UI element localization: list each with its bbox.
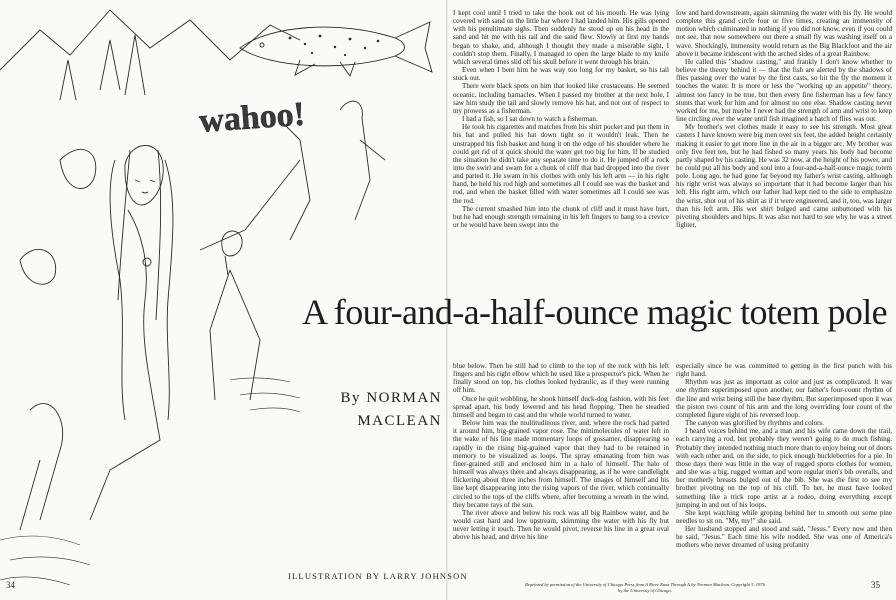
mountain-line [0,10,300,70]
paragraph: The canyon was glorified by rhythms and colors. [685,419,825,428]
paragraph: I had a fish, so I sat down to watch a fisherman. [462,115,598,124]
paragraph: He called this "shadow casting," and frankly I don't know whether to believe the theory behind it — that the fish are alerted by the shadows of flies passing over the water by the first casts, so hit the fly the moment it touches the water. It is more or less the "working up an appetite" theory, almost too fancy to be true, but then every fine fisherman has a few fancy stunts that work for him and for almost no one else. Shadow casting never worked for me, but maybe I never had the strength of arm and wrist to keep line circling over the water until fish imagined a hatch of flies was out. [676,57,892,124]
paragraph: I kept cool until I tried to take the hook out of his mouth. He was lying covered with sand on the little bar where I had landed him. His gills opened with his penultimate sighs. Then suddenly he stood up on his head in the sand and hit me with his tail and the sand flew. Slowly at first my hands began to shake, and, although I thought they made a miserable sight, I couldn't stop them. Finally, I managed to open the large blade to my knife which several times slid off his skull before it went through his brain. [453,9,669,66]
article-column-2 [676,9,892,274]
paragraph: low and hard downstream, again skimming the water with his fly. He would complete this grand circle four or five times, creating an immensity of motion which culminated in nothing if you did not know, even if you could not see, that now somewhere out there a small fly was washing itself on a wave. Shockingly, immensity would return as the Big Blackfoot and the air above it became iridescent with the arched sides of a great Rainbow. [676,9,892,58]
paragraph: Rhythm was just as important as color and just as complicated. It was one rhythm superimposed upon another, our father's four-count rhythm of the line and wrist being still the base rhythm. But superimposed upon it was the piston two count of his arm and the long overriding four count of the completed figure eight of his reversed loop. [676,378,892,419]
author-last-name: MACLEAN [357,413,442,429]
paragraph: especially since he was committed to getting in the first punch with his right hand. [676,362,892,379]
paragraph: Her husband stopped and stood and said, "Jesus." Every now and then he said, "Jesus." Each time his wife nodded. She was one of America's mothers who never dreamed of using profanity [676,525,892,550]
rocks [20,149,96,284]
article-column-4 [676,362,892,580]
paragraph: The river above and below his rock was all big Rainbow water, and he would cast hard and low upstream, skimming the water with his fly but never letting it touch. Then he would pivot, reverse his line in a great oval above his head, and drive his line [453,508,669,542]
paragraph: Below him was the multitudinous river, and, where the rock had parted it around him, big-grained vapor rose. The minimolecules of water left in the wake of his line made momentary loops of gossamer, disappearing so rapidly in the rising big-grained vapor that they had to be retained in memory to be visualized as loops. The spray emanating from him was finer-grained still and enclosed him in a halo of himself. The halo of himself was always there and always disappearing, as if he were candlelight flickering about three inches from himself. The images of himself and his line kept disappearing into the rising vapors of the river, which continually circled to the tops of the cliffs where, after becoming a wreath in the wind, they became rays of the sun. [453,419,669,509]
author-first-name: NORMAN [366,390,442,406]
woman-figure [90,145,173,520]
article-column-3 [453,362,669,580]
water-lines [0,378,300,585]
reprint-note: Reprinted by permission of the University of Chicago Press from A River Runs Through It by Norman Maclean. Copyright © 1976 by the University of Chicago. [525,582,765,593]
article-title: A four-and-a-half-ounce magic totem pole [302,292,888,332]
trout-spots [289,35,380,57]
trout-drawing [240,22,432,76]
page-number-left: 34 [6,580,15,590]
fisherman-figure [200,160,300,400]
paragraph: Even when I bent him he was way too long for my basket, so his tail stuck out. [453,66,669,83]
illustration-credit: ILLUSTRATION BY LARRY JOHNSON [288,571,468,581]
illustration-label: wahoo! [197,95,307,140]
paragraph: My brother's wet clothes made it easy to see his strength. Most great casters I have known were big men over six feet, the added height certainly making it easier to get more line in the air in a bigger arc. My brother was only five feet ten, but he had fished so many years his body had become partly shaped by his casting. He was 32 now, at the height of his power, and he could put all his body and soul into a four-and-a-half-ounce magic totem pole. Long ago, he had gone far beyond my father's wrist casting, although his right wrist was always so important that it had become larger than his left. His right arm, which our father had kept tied to the side to emphasize the wrist, shot out of his shirt as if it were engineered, and it, too, was larger than his left arm. His wet shirt bulged and came unbuttoned with his pivoting shoulders and hips. It was also not hard to see why he was a street fighter, [676,123,892,230]
tree-group [60,35,145,100]
byline [330,390,442,430]
paragraph: He took his cigarettes and matches from his shirt pocket and put them in his hat and pulled his hat down tight so it wouldn't leak. Then he unstrapped his fish basket and hung it on the edge of his shoulder where he could get rid of it quick should the water get too big for him. If he studied the situation he didn't take any separate time to do it. He jumped off a rock into the swirl and swam for a chunk of cliff that had dropped into the river and parted it. He swam in his clothes with only his left arm — in his right hand, he held his rod high and sometimes all I could see was the basket and rod, and when the basket filled with water sometimes all I could see was the rod. [453,123,669,205]
paragraph: blue below. Then he still had to climb to the top of the rock with his left fingers and his right elbow which he used like a prospector's pick. When he finally stood on top, his clothes looked hydraulic, as if they were running off him. [453,362,669,395]
paragraph: The current smashed him into the chunk of cliff and it must have hurt, but he had enough strength remaining in his left fingers to hang to a crevice or he would have been swept into the [453,204,669,230]
paragraph: There were black spots on him that looked like crustaceans. He seemed oceanic, including barnacles. When I passed my brother at the next hole, I saw him study the tail and slowly remove his hat, and not out of respect to my prowess as a fisherman. [453,82,669,115]
article-column-1 [453,9,669,274]
byline-prefix: By [340,390,362,406]
paragraph: She kept watching while groping behind her to smooth out some pine needles to sit on. "My, my!" she said. [676,508,892,525]
paragraph: Once he quit wobbling, he shook himself duck-dog fashion, with his feet spread apart, his body lowered and his head flopping. Then he steadied himself and began to cast and the whole world turned to water. [453,394,669,419]
paragraph: I heard voices behind me, and a man and his wife came down the trail, each carrying a rod, but probably they weren't going to do much fishing. Probably they intended nothing much more than to enjoy being out of doors with each other and, on the side, to pick enough huckleberries for a pie. In those days there was little in the way of rugged sports clothes for women, and she was a big, rugged woman and wore regular men's bib overalls, and her motherly breasts bulged out of the bib. She was the first to see my brother pivoting on the top of his cliff. To her, he must have looked something like a trick rope artist at a rodeo, doing everything except jumping in and out of his loops. [676,427,892,509]
page-number-right: 35 [871,580,880,590]
